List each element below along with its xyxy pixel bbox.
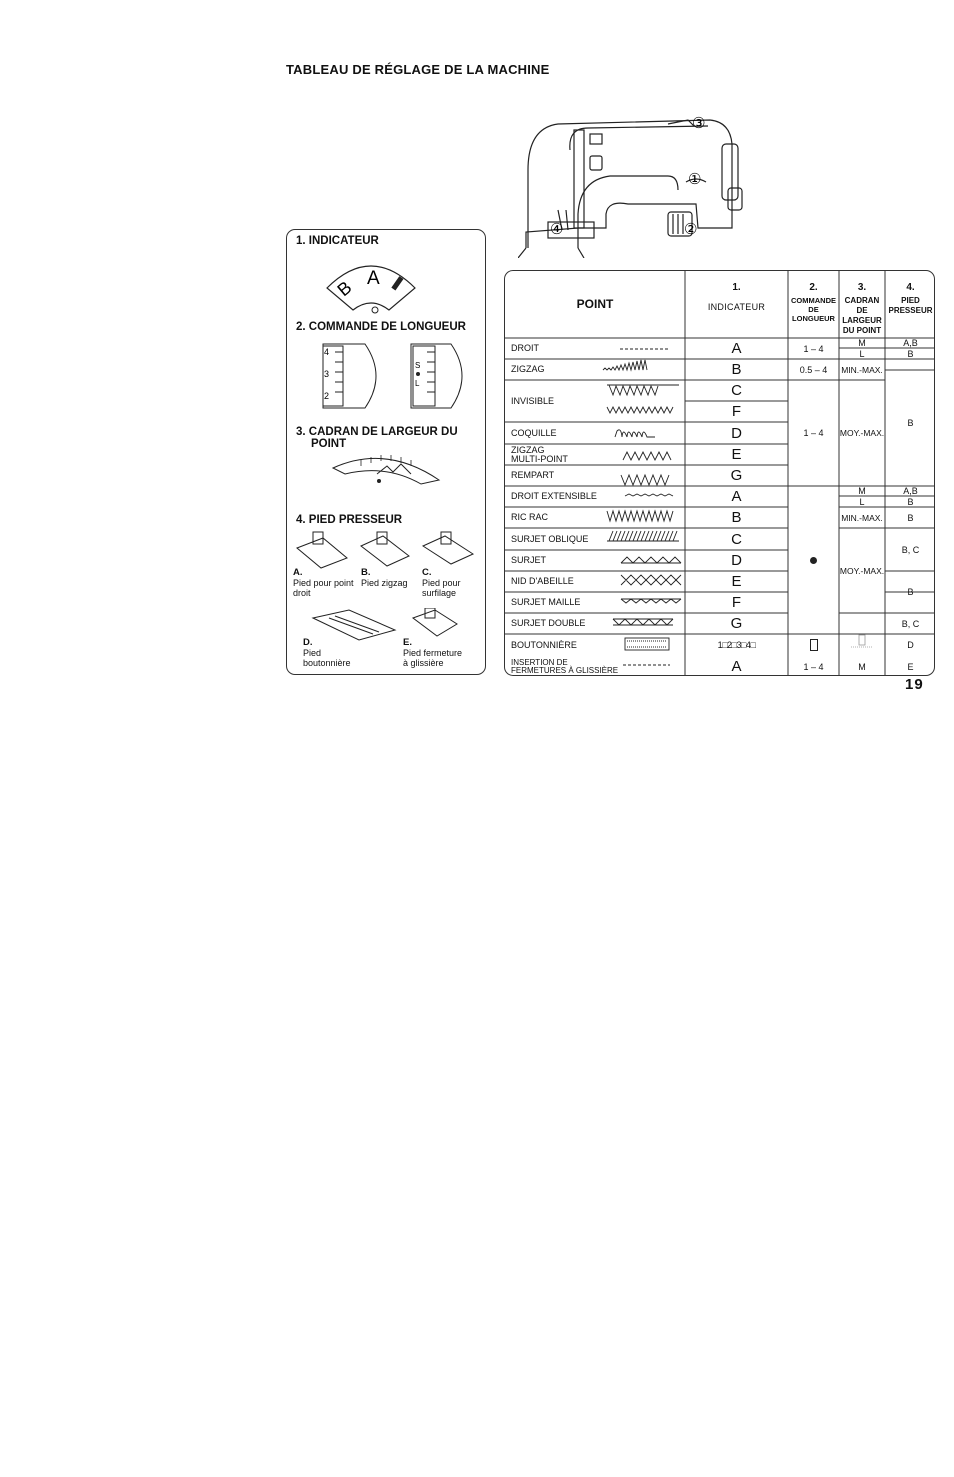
length-dial-illustration: [315, 340, 475, 412]
indicator-value: G: [730, 467, 743, 484]
callout-3: ③: [692, 114, 706, 132]
foot-caption-c: C. Pied pour surfilage: [422, 567, 461, 598]
length-value: 1 – 4: [803, 661, 824, 672]
width-value: M: [858, 338, 866, 348]
width-dial-illustration: [331, 450, 441, 486]
foot-caption-a: A. Pied pour point droit: [293, 567, 354, 598]
stitch-name-rempart: REMPART: [511, 470, 555, 480]
length-mark-l: L: [415, 379, 420, 388]
callout-4: ④: [550, 220, 564, 238]
stitch-name-droit-extensible: DROIT EXTENSIBLE: [511, 491, 597, 501]
width-value: L: [859, 348, 865, 359]
indicator-value: E: [731, 446, 742, 463]
indicator-buttonhole-steps: 1□2□3□4□: [717, 640, 756, 650]
indicator-value: D: [731, 552, 742, 569]
filled-dot-icon: [810, 557, 817, 564]
indicator-value: A: [731, 340, 742, 357]
stitch-name-droit: DROIT: [511, 343, 539, 353]
stitch-name-surjet-maille: SURJET MAILLE: [511, 597, 581, 607]
stitch-name-nid-abeille: NID D'ABEILLE: [511, 576, 574, 586]
length-value: 0.5 – 4: [799, 364, 828, 375]
foot-caption-d: D. Pied boutonnière: [303, 637, 351, 668]
length-buttonhole-icon: [788, 634, 839, 656]
indicator-value: A: [731, 488, 742, 505]
foot-value: A,B: [903, 486, 918, 496]
foot-value: B: [907, 496, 914, 507]
stitch-name-ric-rac: RIC RAC: [511, 512, 549, 522]
indicator-value: B: [731, 509, 742, 526]
width-value: M: [858, 486, 866, 496]
foot-value: B: [907, 417, 914, 428]
foot-value: B: [907, 587, 914, 597]
header-ind-num: 1.: [732, 282, 741, 293]
length-value: 1 – 4: [803, 428, 824, 438]
foot-caption-b: B. Pied zigzag: [361, 567, 408, 588]
foot-value: E: [907, 661, 914, 672]
header-len-num: 2.: [809, 282, 818, 293]
stitch-name-surjet-oblique: SURJET OBLIQUE: [511, 533, 589, 544]
stitch-name-surjet-double: SURJET DOUBLE: [511, 618, 586, 628]
indicator-value: F: [731, 403, 742, 420]
foot-value: B: [907, 348, 914, 359]
indicator-dial-illustration: [323, 254, 419, 316]
length-title: 2. COMMANDE DE LONGUEUR: [296, 321, 466, 333]
stitch-name-zigzag-multipoint: ZIGZAG MULTI-POINT: [511, 444, 568, 464]
stitch-name-insertion: INSERTION DE FERMETURES À GLISSIÈRE: [511, 657, 619, 675]
legend-panel: [286, 229, 486, 675]
width-value: MOY.-MAX.: [839, 565, 885, 576]
stitch-name-surjet: SURJET: [511, 555, 547, 565]
presser-feet-de-illustration: [309, 608, 479, 642]
width-value: MIN.-MAX.: [841, 512, 883, 523]
callout-2: ②: [684, 220, 698, 238]
sewing-machine-illustration: [518, 110, 750, 258]
stitch-name-invisible: INVISIBLE: [511, 395, 555, 406]
stitch-name-zigzag: ZIGZAG: [511, 364, 545, 374]
length-mark-3: 3: [324, 369, 330, 379]
width-value: MIN.-MAX.: [841, 364, 883, 375]
foot-value: D: [907, 640, 914, 650]
header-foot-label: PIED PRESSEUR: [888, 296, 933, 315]
indicator-value: E: [731, 573, 742, 590]
indicator-value: C: [731, 382, 742, 399]
buttonhole-icon: [810, 639, 818, 651]
page-number: 19: [905, 676, 924, 693]
indicator-value: G: [730, 615, 743, 632]
length-auto-dot: [788, 486, 839, 634]
page-title: TABLEAU DE RÉGLAGE DE LA MACHINE: [286, 62, 550, 77]
length-mark-s: S: [415, 361, 421, 370]
settings-table: [504, 270, 935, 676]
header-wid-num: 3.: [857, 282, 867, 293]
header-wid-label: CADRAN DE LARGEUR DU POINT: [842, 296, 882, 335]
width-value: M: [858, 661, 866, 672]
presser-feet-abc-illustration: [293, 530, 481, 570]
length-mark-4: 4: [324, 347, 330, 357]
length-mark-2: 2: [324, 391, 330, 401]
header-ind-label: INDICATEUR: [707, 302, 766, 312]
stitch-name-coquille: COQUILLE: [511, 427, 557, 438]
presser-foot-title: 4. PIED PRESSEUR: [296, 514, 403, 526]
width-value: L: [859, 496, 865, 507]
foot-caption-e: E. Pied fermeture à glissière: [403, 637, 463, 668]
stitch-name-boutonniere: BOUTONNIÈRE: [511, 639, 577, 650]
foot-value: B: [907, 512, 914, 523]
foot-value: B, C: [901, 544, 920, 555]
indicator-value: B: [731, 361, 742, 378]
indicator-value: F: [731, 594, 742, 611]
indicator-value: A: [731, 658, 742, 675]
header-len-label: COMMANDE DE LONGUEUR: [791, 296, 836, 323]
callout-1: ①: [688, 170, 702, 188]
width-title-2: POINT: [311, 438, 347, 450]
header-foot-num: 4.: [906, 282, 915, 293]
indicator-letter-b: B: [333, 277, 356, 301]
foot-value: B, C: [901, 618, 920, 629]
indicator-letter-a: A: [367, 268, 380, 289]
indicator-value: C: [731, 530, 742, 548]
header-point: POINT: [576, 297, 614, 311]
width-title: 3. CADRAN DE LARGEUR DU: [296, 426, 458, 438]
indicator-value: D: [731, 424, 742, 442]
width-value: MOY.-MAX.: [839, 428, 885, 438]
indicator-title: 1. INDICATEUR: [296, 235, 379, 247]
foot-value: A,B: [903, 338, 918, 348]
length-value: 1 – 4: [803, 343, 824, 354]
